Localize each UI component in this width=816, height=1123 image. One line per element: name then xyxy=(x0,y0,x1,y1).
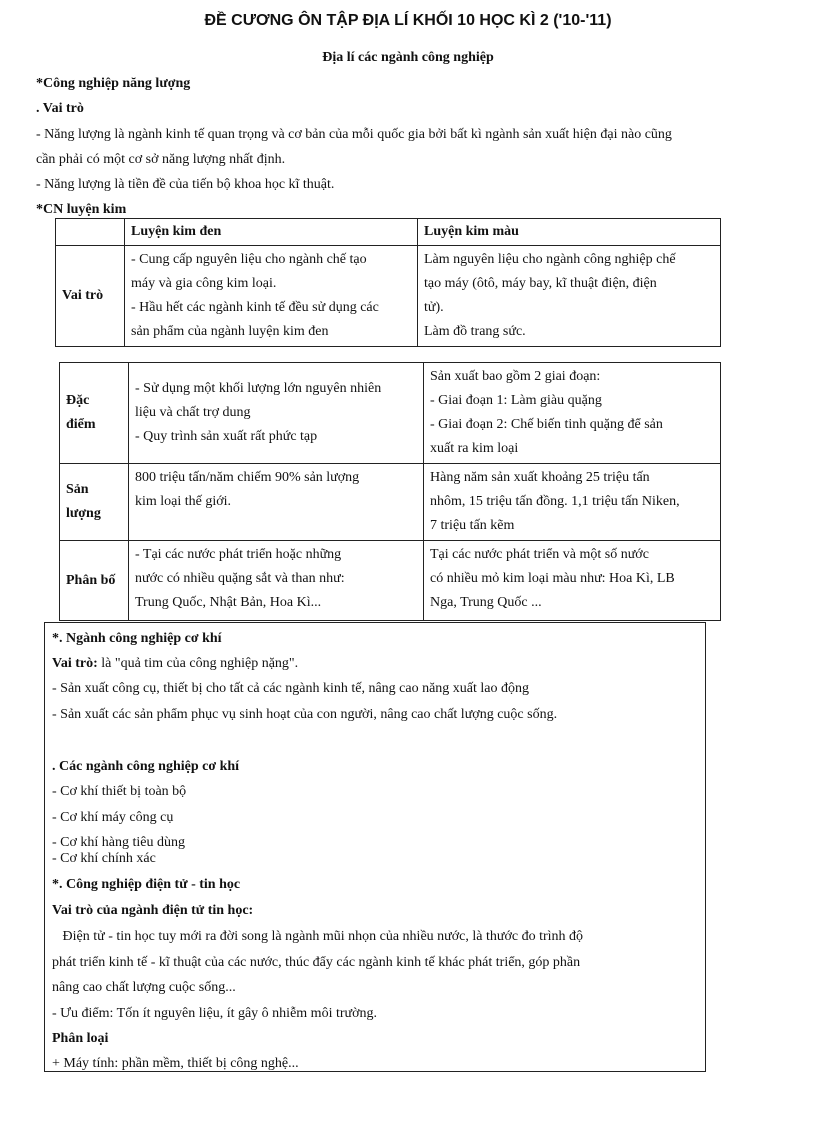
mechanical-branches-heading: . Các ngành công nghiệp cơ khí xyxy=(52,759,240,774)
metallurgy-table-bottom xyxy=(59,362,721,621)
mechanical-role xyxy=(52,656,298,672)
electronics-line-1: Điện tử - tin học tuy mới ra đời song là ngành mũi nhọn của nhiều nước, là thước đo trình độ xyxy=(52,929,584,944)
col-header-black: Luyện kim đen xyxy=(125,219,418,246)
row-label-role: Vai trò xyxy=(56,246,125,347)
cell-line: Làm nguyên liệu cho ngành công nghiệp chế xyxy=(424,252,676,267)
output-color-cell xyxy=(424,464,721,541)
classify-item: + Máy tính: phần mềm, thiết bị công nghệ... xyxy=(52,1056,299,1071)
cell-line: 7 triệu tấn kẽm xyxy=(430,518,515,533)
electronics-heading: *. Công nghiệp điện tử - tin học xyxy=(52,877,241,892)
cell-line: tạo máy (ôtô, máy bay, kĩ thuật điện, điện xyxy=(424,276,657,291)
cell-line: xuất ra kim loại xyxy=(430,441,519,456)
cell-line: Làm đồ trang sức. xyxy=(424,324,526,339)
branch-item: - Cơ khí thiết bị toàn bộ xyxy=(52,784,187,799)
cell-line: nhôm, 15 triệu tấn đồng. 1,1 triệu tấn Niken, xyxy=(430,494,680,509)
cell-line: - Giai đoạn 1: Làm giàu quặng xyxy=(430,393,602,408)
electronics-line-4: - Ưu điểm: Tốn ít nguyên liệu, ít gây ô nhiễm môi trường. xyxy=(52,1006,378,1021)
metallurgy-heading: *CN luyện kim xyxy=(36,202,127,217)
cell-line: - Hầu hết các ngành kinh tế đều sử dụng các xyxy=(131,300,379,315)
cell-line: - Giai đoạn 2: Chế biến tinh quặng để sản xyxy=(430,417,663,432)
energy-heading: *Công nghiệp năng lượng xyxy=(36,76,191,91)
cell-line: Nga, Trung Quốc ... xyxy=(430,595,542,610)
branch-item: - Cơ khí hàng tiêu dùng xyxy=(52,835,185,850)
cell-line: liệu và chất trợ dung xyxy=(135,405,251,420)
cell-line: Hàng năm sản xuất khoảng 25 triệu tấn xyxy=(430,470,650,485)
energy-line-1: - Năng lượng là ngành kinh tế quan trọng và cơ bản của mỗi quốc gia bởi bất kì ngành sản xuất hiện đại nào cũng xyxy=(36,127,672,142)
cell-line: 800 triệu tấn/năm chiếm 90% sản lượng xyxy=(135,470,360,485)
role-color-cell xyxy=(418,246,721,347)
electronics-role-heading: Vai trò của ngành điện tử tin học: xyxy=(52,903,254,918)
cell-line: máy và gia công kim loại. xyxy=(131,276,277,291)
row-label-text: Đặc điểm xyxy=(66,393,96,432)
cell-line: - Sử dụng một khối lượng lớn nguyên nhiên xyxy=(135,381,382,396)
metallurgy-table-top xyxy=(55,218,721,347)
energy-role-heading: . Vai trò xyxy=(36,101,84,116)
cell-line: tử). xyxy=(424,300,444,315)
industry-box xyxy=(44,622,706,1072)
cell-line: Sản xuất bao gồm 2 giai đoạn: xyxy=(430,369,601,384)
cell-line: - Quy trình sản xuất rất phức tạp xyxy=(135,429,318,444)
mechanical-role-text: là "quả tim của công nghiệp nặng". xyxy=(97,656,299,671)
cell-line: có nhiều mỏ kim loại màu như: Hoa Kì, LB xyxy=(430,571,675,586)
mechanical-line-1: - Sản xuất công cụ, thiết bị cho tất cả các ngành kinh tế, nâng cao năng xuất lao động xyxy=(52,681,530,696)
output-black-cell xyxy=(129,464,424,541)
cell-line: - Tại các nước phát triển hoặc những xyxy=(135,547,342,562)
features-black-cell xyxy=(129,363,424,464)
cell-line: Tại các nước phát triển và một số nước xyxy=(430,547,649,562)
mechanical-heading: *. Ngành công nghiệp cơ khí xyxy=(52,631,222,646)
electronics-line-2: phát triển kinh tế - kĩ thuật của các nước, thúc đẩy các ngành kinh tế khác phát triển, góp phần xyxy=(52,955,581,970)
mechanical-role-label: Vai trò: xyxy=(52,656,98,671)
row-label-output: Sản lượng xyxy=(60,464,129,541)
classify-heading: Phân loại xyxy=(52,1031,109,1046)
table-corner-cell xyxy=(56,219,125,246)
mechanical-line-2: - Sản xuất các sản phẩm phục vụ sinh hoạt của con người, nâng cao chất lượng cuộc sống. xyxy=(52,707,558,722)
cell-line: - Cung cấp nguyên liệu cho ngành chế tạo xyxy=(131,252,367,267)
cell-line: Trung Quốc, Nhật Bản, Hoa Kì... xyxy=(135,595,322,610)
row-label-features xyxy=(60,363,129,464)
cell-line: kim loại thế giới. xyxy=(135,494,232,509)
cell-line: sản phẩm của ngành luyện kim đen xyxy=(131,324,329,339)
page-title: ĐỀ CƯƠNG ÔN TẬP ĐỊA LÍ KHỐI 10 HỌC KÌ 2 ('10-'11) xyxy=(204,12,612,29)
role-black-cell xyxy=(125,246,418,347)
cell-line: nước có nhiều quặng sắt và than như: xyxy=(135,571,345,586)
col-header-color: Luyện kim màu xyxy=(418,219,721,246)
branch-item: - Cơ khí chính xác xyxy=(52,851,156,866)
row-label-distribution: Phân bố xyxy=(60,541,129,621)
section-subtitle: Địa lí các ngành công nghiệp xyxy=(322,50,494,65)
distribution-color-cell xyxy=(424,541,721,621)
electronics-line-3: nâng cao chất lượng cuộc sống... xyxy=(52,980,236,995)
branch-item: - Cơ khí máy công cụ xyxy=(52,810,174,825)
energy-line-3: - Năng lượng là tiền đề của tiến bộ khoa học kĩ thuật. xyxy=(36,177,335,192)
features-color-cell xyxy=(424,363,721,464)
energy-line-2: cần phải có một cơ sở năng lượng nhất định. xyxy=(36,152,286,167)
distribution-black-cell xyxy=(129,541,424,621)
